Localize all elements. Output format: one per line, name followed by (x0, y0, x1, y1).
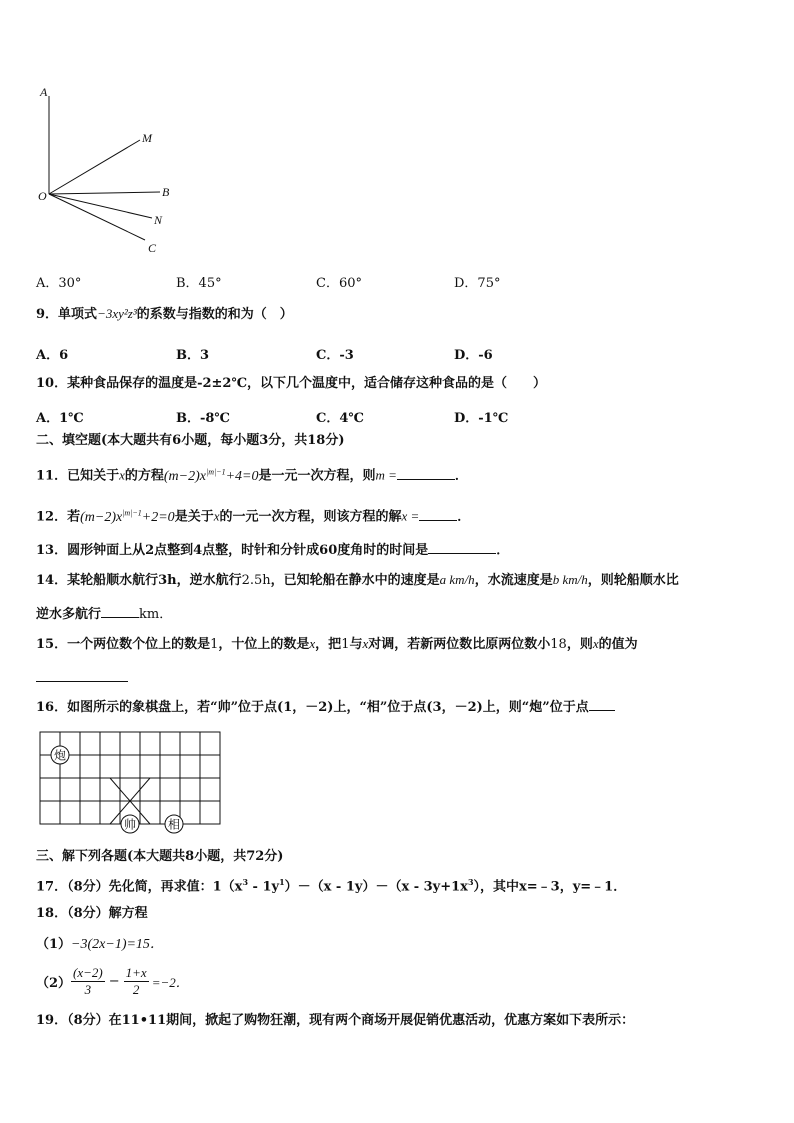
q18-part1: （1）−3(2x−1)=15． (36, 937, 164, 952)
q9-option-d: D．-6 (454, 348, 493, 363)
q10-option-a: A．1℃ (36, 411, 84, 426)
q14-line2: 逆水多航行 km． (36, 607, 173, 622)
q19: 19．（8分）在11•11期间，掀起了购物狂潮，现有两个商场开展促销优惠活动，优惠方案如下表所示： (36, 1013, 635, 1028)
section-3-heading: 三、解下列各题(本大题共8小题，共72分) (36, 849, 284, 864)
q16: 16．如图所示的象棋盘上，若“帅”位于点(1，－2)上，“相”位于点(3，－2)上，则“炮”位于点 (36, 698, 615, 716)
ray-on (49, 194, 152, 218)
q9-option-c: C．-3 (316, 348, 354, 363)
ray-oc (49, 194, 145, 240)
q17: 17．（8分）先化简，再求值：$1(x^3 - 1y^1)-(x - 1y)-(x - 3y+1x^3)$，其中x=﹣3，y=﹣1． (36, 877, 627, 895)
q11: 11．已知关于x的方程$(m-2)x^{|m|-1}+4=0$是一元一次方程，则m = ． (36, 467, 468, 484)
q18-fraction-2: $\frac{1+x}{2}$ (125, 964, 147, 997)
q8-option-a: A．30° (36, 276, 82, 291)
label-a: A (40, 85, 48, 99)
q15: 15．一个两位数个位上的数是1，十位上的数是x，把1与x对调，若新两位数比原两位数小18，则x的值为 (36, 636, 638, 652)
q8-option-b: B．45° (176, 276, 222, 291)
piece-pao (51, 746, 69, 764)
ray-ob (49, 192, 160, 194)
label-c: C (148, 241, 157, 255)
chess-board (38, 730, 224, 836)
q9-option-a: A．6 (36, 348, 69, 363)
q10-option-b: B．-8℃ (176, 411, 231, 426)
q9-formula: −3xy²z³ (97, 306, 137, 321)
q9-stem: 9．单项式−3xy²z³的系数与指数的和为（ ） (36, 306, 293, 322)
q9-options (36, 344, 736, 362)
q18-part2: （2） $\frac{(x-2)}{3}$ − $\frac{1+x}{2}$ =−2． (36, 964, 189, 997)
label-m: M (142, 131, 152, 145)
svg-text:炮: 炮 (53, 748, 67, 763)
q15-answer-blank (36, 681, 128, 682)
q13-answer-blank (428, 541, 496, 554)
q14-answer-blank (101, 605, 139, 618)
label-b: B (162, 185, 170, 199)
svg-text:相: 相 (167, 817, 181, 832)
q10-option-c: C．4℃ (316, 411, 364, 426)
q13: 13．圆形钟面上从2点整到4点整，时针和分针成60度角时的时间是 ． (36, 543, 510, 558)
q10-option-d: D．-1℃ (454, 411, 509, 426)
angle-figure (30, 82, 180, 262)
q11-answer-blank (397, 467, 455, 480)
q10-options (36, 407, 736, 425)
q8-options (36, 272, 736, 290)
section-2-heading: 二、填空题(本大题共有6小题，每小题3分，共18分) (36, 433, 345, 448)
q12: 12．若$(m-2)x^{|m|-1}+2=0$是关于x的一元一次方程，则该方程的解x = ． (36, 508, 471, 525)
q12-answer-blank (419, 508, 457, 521)
q9-option-b: B．3 (176, 348, 210, 363)
q10-stem: 10．某种食品保存的温度是-2±2℃，以下几个温度中，适合储存这种食品的是（ ） (36, 376, 547, 391)
q18-title: 18．（8分）解方程 (36, 906, 148, 921)
svg-text:帅: 帅 (123, 817, 137, 832)
q18-fraction-1: $\frac{(x-2)}{3}$ (73, 964, 103, 997)
q16-answer-blank (589, 698, 615, 711)
q8-option-d: D．75° (454, 276, 501, 291)
q8-option-c: C．60° (316, 276, 362, 291)
label-o: O (38, 189, 47, 203)
piece-xiang (165, 815, 183, 833)
piece-shuai (121, 815, 139, 833)
label-n: N (154, 213, 163, 227)
q14-line1: 14．某轮船顺水航行3h，逆水航行2.5h，已知轮船在静水中的速度是a km/h，水流速度是b km/h，则轮船顺水比 (36, 572, 679, 588)
ray-om (49, 140, 140, 194)
